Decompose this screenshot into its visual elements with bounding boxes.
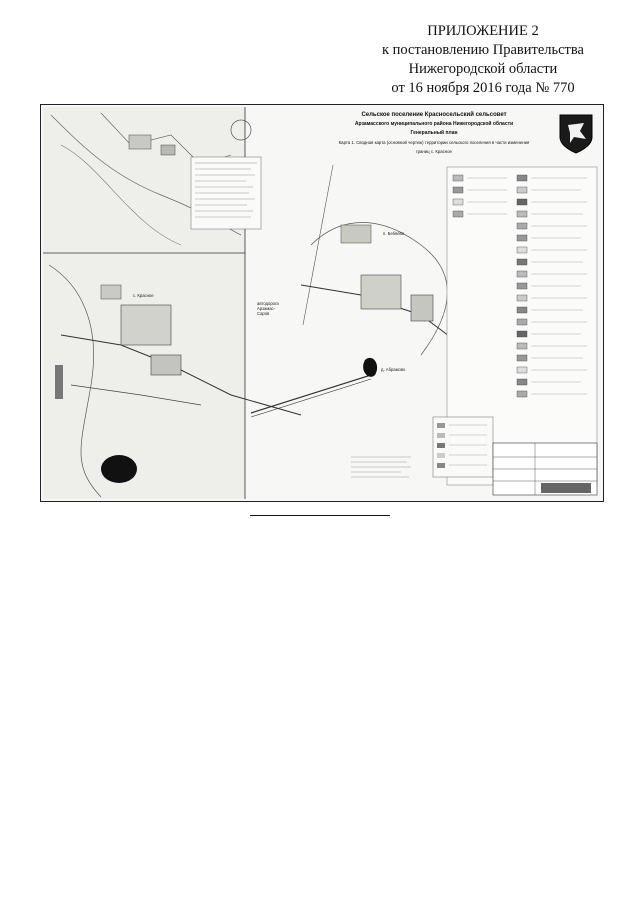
boundary-line xyxy=(303,165,333,325)
settlement-block xyxy=(411,295,433,321)
coat-of-arms-emblem xyxy=(558,113,594,155)
forest-patch xyxy=(101,455,137,483)
map-subtitle: Карта 1. Сводная карта (основной чертеж) территории сельского поселения в части изменения границ с. Красное xyxy=(338,140,530,154)
settlement-block xyxy=(341,225,371,243)
settlement-block xyxy=(101,285,121,299)
notes-block xyxy=(351,457,411,477)
map-title xyxy=(334,111,534,156)
map-title-line3: Генеральный план xyxy=(410,130,458,136)
road-label: автодорога Арзамас-Саров xyxy=(257,301,279,316)
settlement-block xyxy=(151,355,181,375)
settlement-block xyxy=(361,275,401,309)
settlement-block xyxy=(121,305,171,345)
forest-patch xyxy=(363,358,377,377)
village-label-south: д. Абрамово xyxy=(381,367,406,372)
decree-reference: к постановлению Правительства xyxy=(382,42,584,58)
bottom-separator xyxy=(250,515,390,516)
highway-line xyxy=(251,375,371,413)
highway-line xyxy=(251,379,371,417)
title-block xyxy=(493,443,597,495)
settlement-block xyxy=(129,135,151,149)
industrial-zone xyxy=(55,365,63,399)
legend-upper xyxy=(191,157,261,229)
region-name: Нижегородской области xyxy=(408,61,558,77)
general-plan-map xyxy=(40,104,604,502)
settlement-block xyxy=(161,145,175,155)
document-header xyxy=(368,22,598,98)
map-drawing xyxy=(41,105,603,501)
village-label-west: с. Красное xyxy=(133,293,154,298)
appendix-title: ПРИЛОЖЕНИЕ 2 xyxy=(427,23,539,39)
village-label-center: п. Бебяево xyxy=(383,231,405,236)
legend-lower xyxy=(433,417,493,477)
decree-date: от 16 ноября 2016 года № 770 xyxy=(391,80,575,96)
map-title-line2: Арзамасского муниципального района Нижегородской области xyxy=(354,121,514,127)
map-title-line1: Сельское поселение Красносельский сельсовет xyxy=(361,112,507,118)
